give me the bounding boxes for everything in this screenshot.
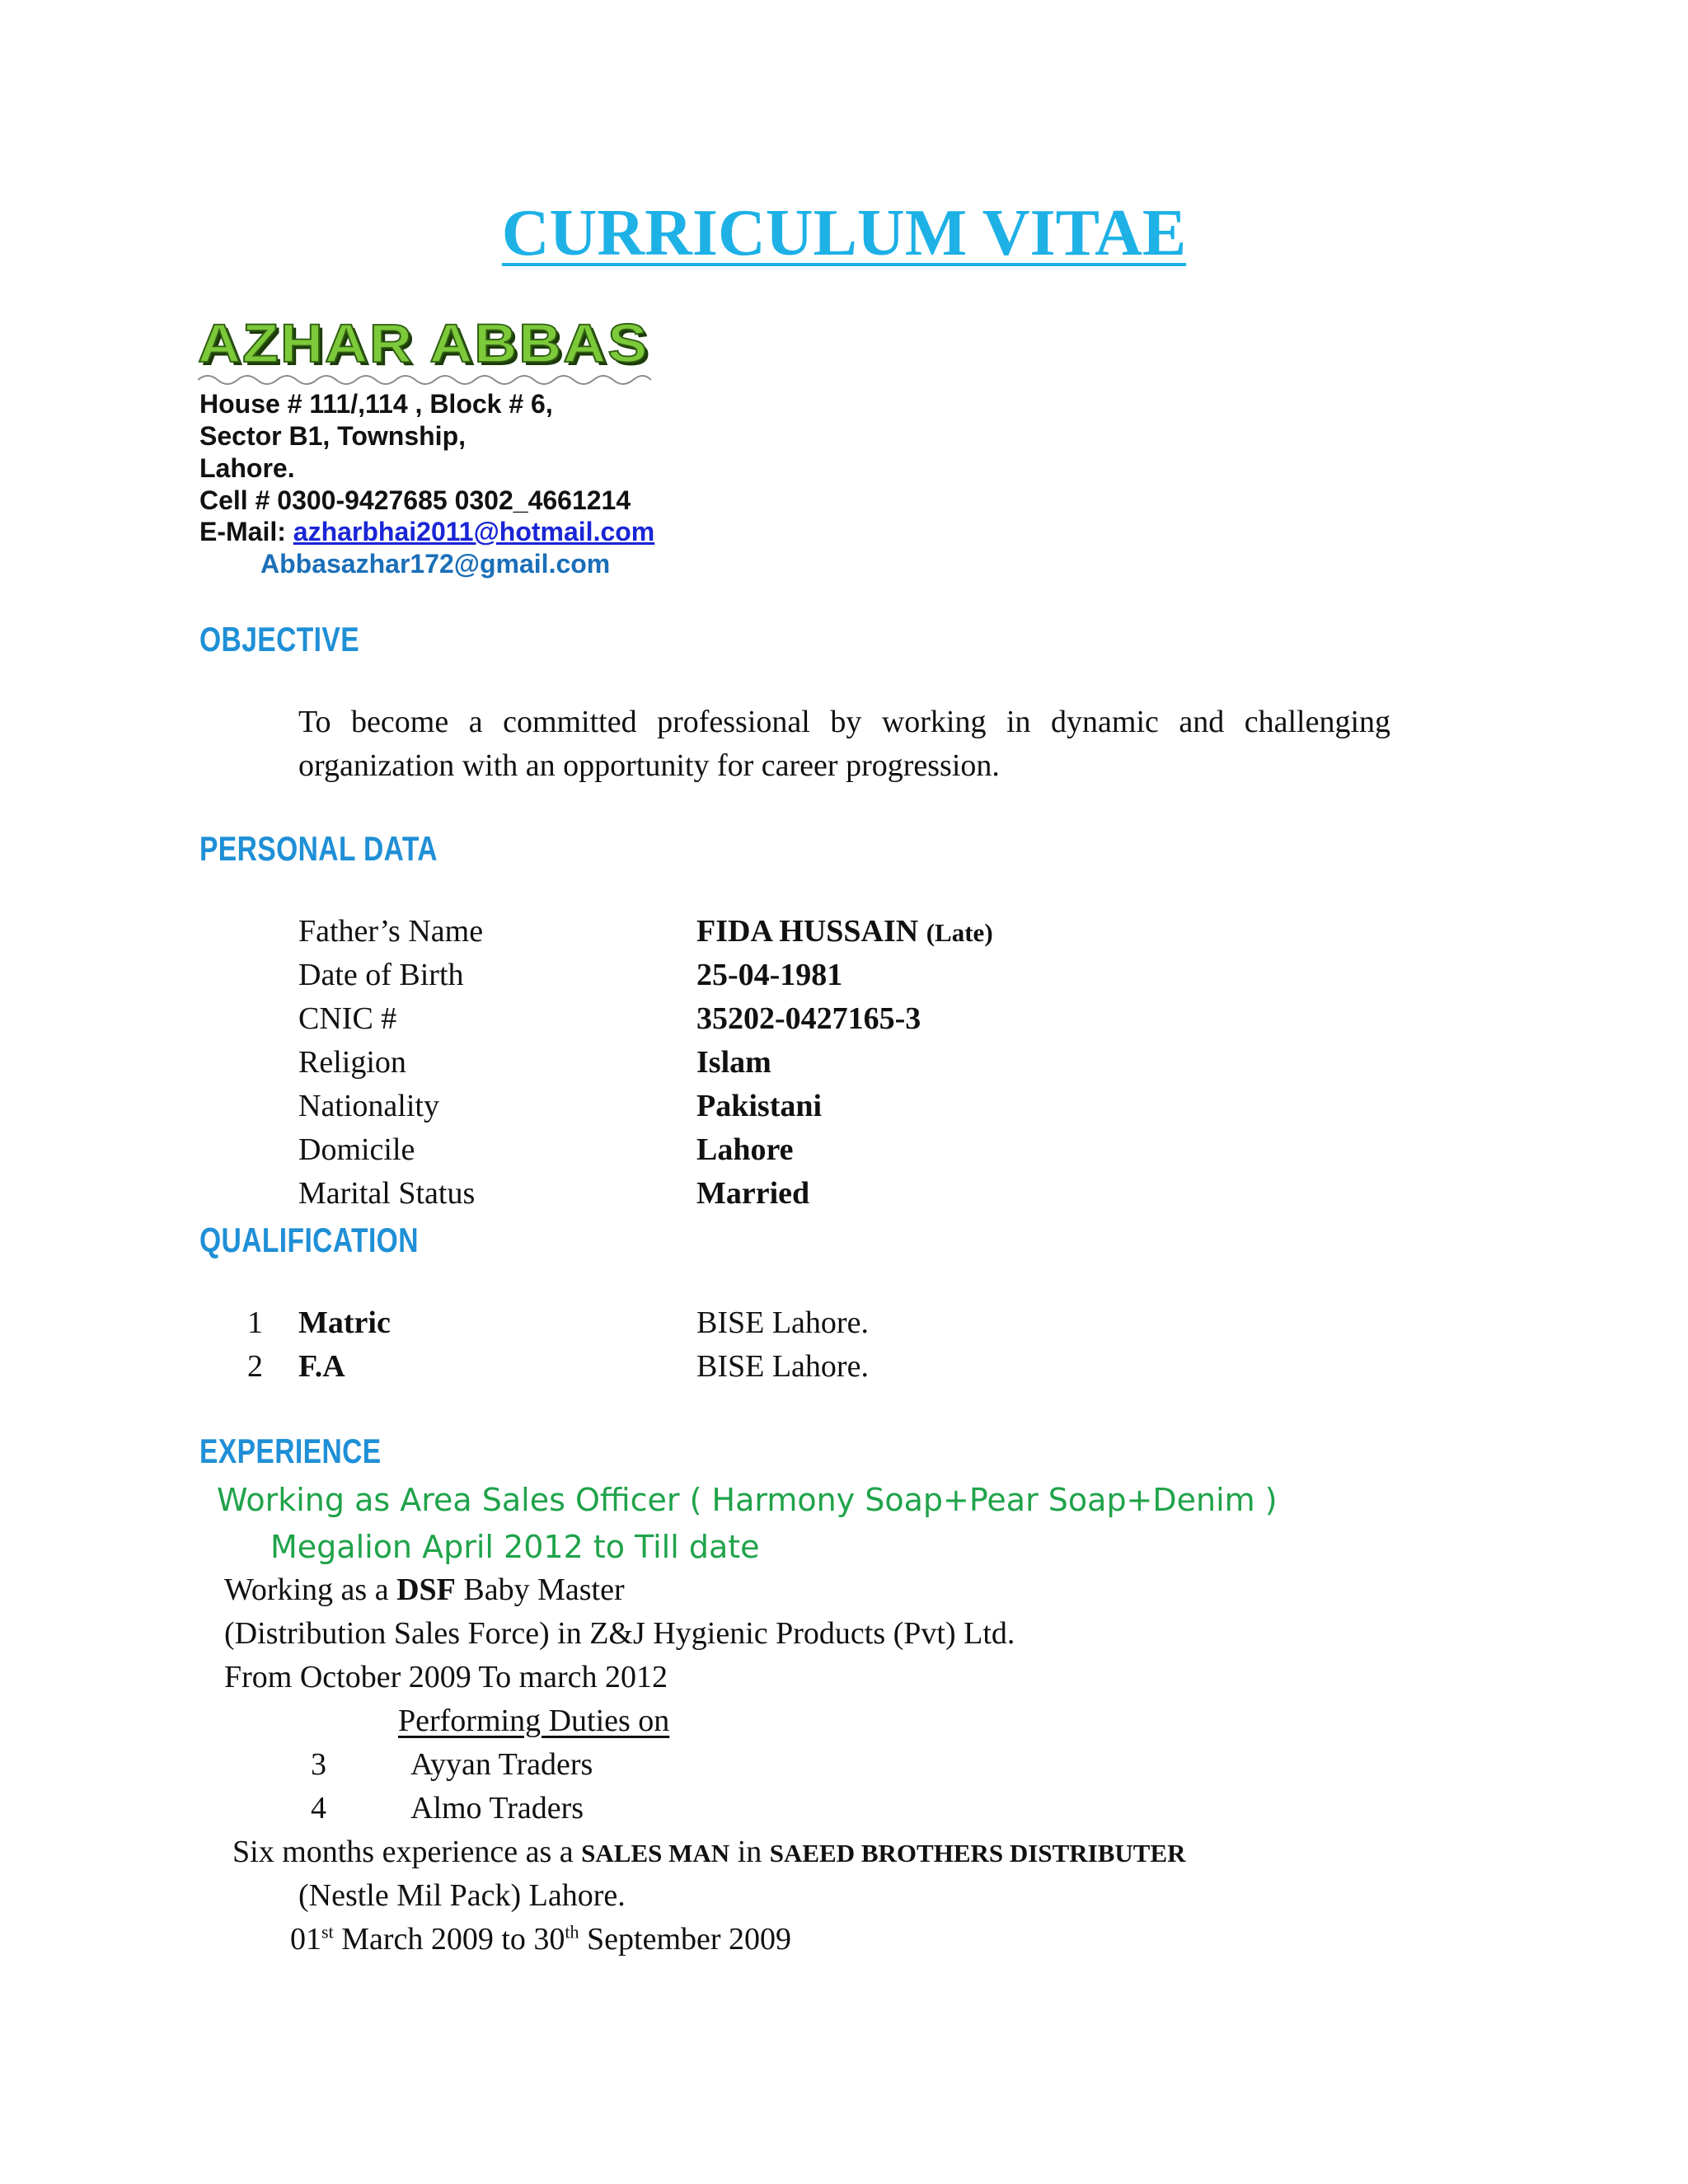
address-line-3: Lahore. xyxy=(199,453,295,483)
nestle-line: (Nestle Mil Pack) Lahore. xyxy=(298,1878,626,1913)
pd-label-marital: Marital Status xyxy=(298,1176,476,1211)
objective-heading: OBJECTIVE xyxy=(199,620,360,658)
duty-name-ayyan: Ayyan Traders xyxy=(410,1747,593,1782)
qualification-board-2: BISE Lahore. xyxy=(696,1349,869,1384)
address-line-1: House # 111/,114 , Block # 6, xyxy=(199,389,553,419)
duty-name-almo: Almo Traders xyxy=(410,1791,584,1825)
dsf-position xyxy=(224,1572,625,1608)
address-line-2: Sector B1, Township, xyxy=(199,421,466,451)
date-end: September 2009 xyxy=(579,1922,792,1957)
father-late-suffix: (Late) xyxy=(926,918,993,947)
salesman-prefix: Six months experience as a xyxy=(232,1835,582,1869)
email-gmail: Abbasazhar172@gmail.com xyxy=(260,549,611,579)
qualification-num-2: 2 xyxy=(247,1349,263,1384)
current-position-dates: Megalion April 2012 to Till date xyxy=(270,1529,760,1565)
pd-label-religion: Religion xyxy=(298,1045,406,1080)
email-label: E-Mail: xyxy=(199,517,286,546)
duty-num-4: 4 xyxy=(311,1791,326,1825)
pd-value-marital: Married xyxy=(696,1176,810,1211)
personal-data-heading: PERSONAL DATA xyxy=(199,829,438,868)
current-position: Working as Area Sales Officer ( Harmony Soap+Pear Soap+Denim ) xyxy=(217,1482,1278,1518)
date-end-sup: th xyxy=(565,1921,579,1943)
pd-value-dob: 25-04-1981 xyxy=(696,958,843,992)
email-row xyxy=(199,517,654,547)
date-start-day: 01 xyxy=(290,1922,321,1957)
cell-numbers: Cell # 0300-9427685 0302_4661214 xyxy=(199,485,631,515)
dsf-prefix: Working as a xyxy=(224,1572,397,1607)
experience-heading: EXPERIENCE xyxy=(199,1432,382,1470)
date-middle: March 2009 to 30 xyxy=(333,1922,565,1957)
qualification-num-1: 1 xyxy=(247,1305,263,1340)
document-title: CURRICULUM VITAE xyxy=(501,197,1187,269)
qualification-board-1: BISE Lahore. xyxy=(696,1305,869,1340)
qualification-name-1: Matric xyxy=(298,1305,391,1340)
wavy-underline-decoration xyxy=(198,371,651,389)
dsf-dates: From October 2009 To march 2012 xyxy=(224,1660,668,1694)
salesman-mid: in xyxy=(729,1835,770,1869)
pd-value-domicile: Lahore xyxy=(696,1132,794,1167)
email-link-hotmail[interactable]: azharbhai2011@hotmail.com xyxy=(293,517,655,546)
pd-value-father xyxy=(696,913,993,949)
pd-label-cnic: CNIC # xyxy=(298,1001,397,1036)
father-name: FIDA HUSSAIN xyxy=(696,914,919,949)
salesman-company: SAEED BROTHERS DISTRIBUTER xyxy=(769,1839,1186,1868)
dsf-abbrev: DSF xyxy=(396,1572,456,1607)
qualification-heading: QUALIFICATION xyxy=(199,1221,419,1259)
pd-value-religion: Islam xyxy=(696,1045,771,1080)
pd-label-father: Father’s Name xyxy=(298,914,484,949)
duties-heading: Performing Duties on xyxy=(398,1704,670,1738)
pd-value-nationality: Pakistani xyxy=(696,1089,823,1123)
objective-text: To become a committed professional by working in dynamic and challenging organization with an opportunity for career progression. xyxy=(298,705,1390,783)
salesman-experience xyxy=(232,1834,1186,1870)
qualification-name-2: F.A xyxy=(298,1349,345,1384)
salesman-dates xyxy=(290,1921,791,1957)
salesman-role: SALES MAN xyxy=(581,1839,730,1868)
candidate-name-block xyxy=(198,313,659,391)
duty-num-3: 3 xyxy=(311,1747,326,1782)
dsf-suffix: Baby Master xyxy=(455,1572,625,1607)
pd-value-cnic: 35202-0427165-3 xyxy=(696,1001,921,1036)
pd-label-dob: Date of Birth xyxy=(298,958,464,992)
candidate-name: AZHAR ABBAS xyxy=(198,313,649,374)
pd-label-domicile: Domicile xyxy=(298,1132,415,1167)
pd-label-nationality: Nationality xyxy=(298,1089,439,1123)
dsf-company: (Distribution Sales Force) in Z&J Hygienic Products (Pvt) Ltd. xyxy=(224,1616,1015,1651)
date-start-sup: st xyxy=(321,1921,334,1943)
